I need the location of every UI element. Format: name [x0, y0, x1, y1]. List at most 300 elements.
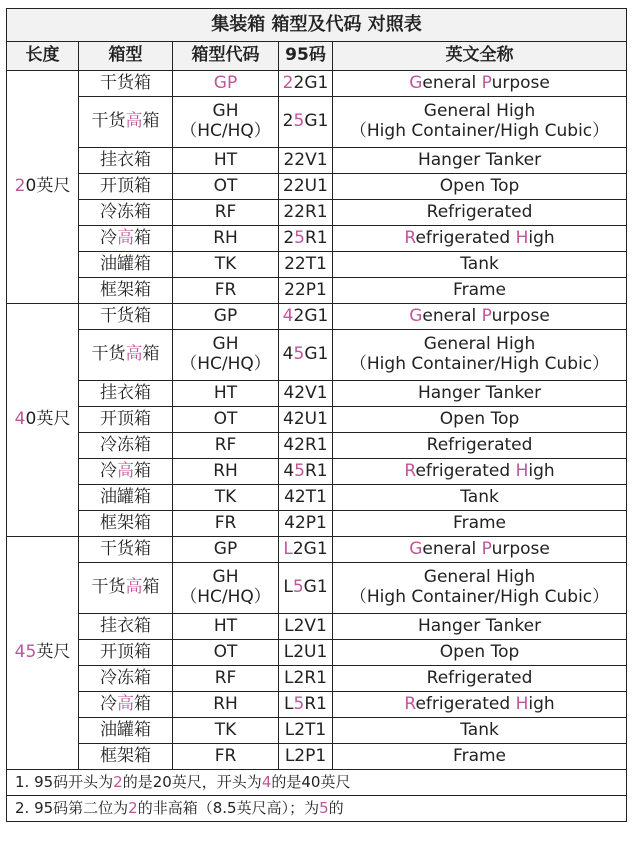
code95-cell	[279, 459, 333, 485]
code95-cell	[279, 407, 333, 433]
table-row	[7, 433, 627, 459]
type-code-alt-text: （HC/HQ）	[180, 121, 271, 141]
code95-cell	[279, 718, 333, 744]
code95-text: 5	[293, 693, 305, 714]
english-name-text: P	[481, 72, 492, 93]
code95-cell	[279, 744, 333, 770]
code95-text: 2	[282, 72, 294, 93]
code95-text: 22U1	[283, 175, 328, 196]
box-type-text: 高	[117, 460, 134, 481]
header-length: 长度	[7, 42, 79, 71]
code95-text: G1	[304, 111, 329, 132]
code95-text: 4	[283, 460, 295, 481]
box-type-text: 高	[125, 111, 143, 132]
box-type-text: 高	[125, 344, 143, 365]
type-code-text: GH	[212, 101, 239, 122]
table-row	[7, 614, 627, 640]
note-text: 1. 95码开头为	[15, 772, 114, 791]
table-row	[7, 718, 627, 744]
english-name-cell	[333, 744, 627, 770]
type-code-text: FR	[214, 512, 237, 533]
code95-cell	[279, 433, 333, 459]
code95-cell	[279, 666, 333, 692]
english-name-text: Refrigerated	[426, 201, 533, 222]
code95-text: 42U1	[283, 408, 328, 429]
table-row	[7, 744, 627, 770]
english-name-text: Hanger Tanker	[417, 382, 542, 403]
type-code-cell	[173, 304, 279, 330]
type-code-text: RF	[214, 434, 237, 455]
type-code-cell	[173, 381, 279, 407]
type-code-text: RH	[213, 460, 238, 481]
box-type-text: 干货箱	[100, 305, 151, 326]
box-type-text: 油罐箱	[100, 719, 151, 740]
english-name-cell	[333, 407, 627, 433]
note-text: 的	[328, 798, 344, 817]
type-code-text: FR	[214, 745, 237, 766]
code95-text: 5	[293, 111, 305, 132]
box-type-cell	[79, 252, 173, 278]
box-type-text: 框架箱	[100, 279, 151, 300]
note-cell	[7, 770, 627, 796]
type-code-cell	[173, 744, 279, 770]
length-text: 英尺	[36, 642, 71, 663]
type-code-text: OT	[213, 175, 238, 196]
english-name-text: Frame	[453, 745, 507, 766]
english-name-text: H	[515, 693, 529, 714]
english-name-cell	[333, 226, 627, 252]
box-type-cell	[79, 407, 173, 433]
box-type-cell	[79, 97, 173, 148]
code95-text: 2G1	[293, 72, 329, 93]
type-code-cell	[173, 640, 279, 666]
type-code-cell	[173, 563, 279, 614]
english-name-text: igh	[528, 693, 555, 714]
table-row	[7, 640, 627, 666]
length-highlight: 4	[14, 409, 26, 430]
english-name-text: efrigerated	[415, 460, 516, 481]
box-type-text: 箱	[142, 111, 160, 132]
table-row	[7, 148, 627, 174]
length-cell	[7, 537, 79, 770]
code95-text: 4	[282, 344, 294, 365]
code95-cell	[279, 226, 333, 252]
english-name-text: efrigerated	[415, 693, 516, 714]
english-name-text: Hanger Tanker	[417, 149, 542, 170]
code95-cell	[279, 485, 333, 511]
type-code-cell	[173, 252, 279, 278]
type-code-cell	[173, 330, 279, 381]
type-code-text: GH	[212, 567, 239, 588]
code95-cell	[279, 278, 333, 304]
box-type-text: 箱	[134, 227, 151, 248]
english-name-cell	[333, 640, 627, 666]
type-code-cell	[173, 97, 279, 148]
box-type-cell	[79, 485, 173, 511]
type-code-text: OT	[213, 408, 238, 429]
type-code-text: OT	[213, 641, 238, 662]
code95-text: 42P1	[284, 512, 327, 533]
type-code-text: GP	[213, 538, 238, 559]
box-type-cell	[79, 226, 173, 252]
title-row	[7, 9, 627, 42]
english-name-cell	[333, 692, 627, 718]
type-code-text: FR	[214, 279, 237, 300]
table-row	[7, 407, 627, 433]
code95-cell	[279, 200, 333, 226]
note-text: 4	[261, 772, 272, 791]
length-highlight: 2	[14, 176, 26, 197]
type-code-cell	[173, 692, 279, 718]
english-name-alt-text: （High Container/High Cubic）	[349, 354, 610, 374]
english-name-text: General High	[423, 101, 536, 122]
english-name-text: Tank	[460, 486, 499, 507]
english-name-cell	[333, 330, 627, 381]
code95-text: 42R1	[283, 434, 328, 455]
box-type-text: 冷	[100, 227, 117, 248]
english-name-text: R	[404, 460, 416, 481]
code95-text: L2V1	[284, 615, 327, 636]
english-name-cell	[333, 71, 627, 97]
english-name-text: Hanger Tanker	[417, 615, 542, 636]
box-type-cell	[79, 278, 173, 304]
type-code-text: RH	[213, 227, 238, 248]
english-name-cell	[333, 278, 627, 304]
box-type-cell	[79, 666, 173, 692]
english-name-cell	[333, 148, 627, 174]
code95-text: 5	[293, 344, 305, 365]
code95-text: L	[283, 577, 293, 598]
table-row	[7, 252, 627, 278]
note-text: 的是20英尺，开头为	[122, 772, 262, 791]
box-type-cell	[79, 640, 173, 666]
box-type-text: 挂衣箱	[100, 149, 151, 170]
table-row	[7, 381, 627, 407]
code95-text: 2	[283, 227, 295, 248]
english-name-text: urpose	[491, 538, 550, 559]
table-row	[7, 226, 627, 252]
table-row	[7, 278, 627, 304]
english-name-cell	[333, 381, 627, 407]
box-type-cell	[79, 692, 173, 718]
type-code-text: HT	[213, 615, 238, 636]
type-code-text: RF	[214, 667, 237, 688]
code95-text: 2	[282, 111, 294, 132]
code95-cell	[279, 71, 333, 97]
type-code-text: GP	[213, 305, 238, 326]
box-type-text: 框架箱	[100, 512, 151, 533]
table-row	[7, 563, 627, 614]
box-type-cell	[79, 744, 173, 770]
english-name-alt-text: （High Container/High Cubic）	[349, 121, 610, 141]
header-95-code: 95码	[279, 42, 333, 71]
container-code-table	[6, 8, 627, 822]
type-code-text: HT	[213, 149, 238, 170]
type-code-cell	[173, 148, 279, 174]
box-type-text: 干货	[91, 344, 126, 365]
code95-text: 5	[294, 227, 305, 248]
english-name-text: eneral	[422, 538, 482, 559]
english-name-text: eneral	[422, 72, 482, 93]
type-code-cell	[173, 485, 279, 511]
code95-text: L	[283, 538, 293, 559]
code95-text: L	[284, 693, 294, 714]
box-type-cell	[79, 304, 173, 330]
code95-text: R1	[305, 227, 328, 248]
box-type-cell	[79, 174, 173, 200]
type-code-alt-text: （HC/HQ）	[180, 354, 271, 374]
english-name-text: Refrigerated	[426, 667, 533, 688]
header-type-code: 箱型代码	[173, 42, 279, 71]
table-row	[7, 174, 627, 200]
english-name-text: R	[404, 227, 416, 248]
type-code-text: GH	[212, 334, 239, 355]
english-name-text: Frame	[453, 512, 507, 533]
type-code-cell	[173, 433, 279, 459]
type-code-cell	[173, 200, 279, 226]
code95-cell	[279, 563, 333, 614]
table-row	[7, 71, 627, 97]
box-type-text: 高	[125, 577, 143, 598]
box-type-cell	[79, 459, 173, 485]
type-code-cell	[173, 511, 279, 537]
type-code-text: TK	[214, 486, 237, 507]
code95-text: 4	[282, 305, 294, 326]
english-name-text: G	[409, 538, 423, 559]
box-type-text: 挂衣箱	[100, 382, 151, 403]
note-row	[7, 770, 627, 796]
type-code-cell	[173, 174, 279, 200]
length-cell	[7, 304, 79, 537]
box-type-text: 箱	[134, 693, 151, 714]
box-type-cell	[79, 148, 173, 174]
code95-text: L2R1	[284, 667, 327, 688]
english-name-text: G	[409, 305, 423, 326]
note-text: 5	[319, 798, 329, 817]
code95-text: 22T1	[284, 253, 327, 274]
box-type-text: 挂衣箱	[100, 615, 151, 636]
english-name-text: Open Top	[439, 175, 520, 196]
code95-cell	[279, 252, 333, 278]
english-name-cell	[333, 485, 627, 511]
type-code-alt-text: （HC/HQ）	[180, 587, 271, 607]
type-code-cell	[173, 71, 279, 97]
english-name-cell	[333, 304, 627, 330]
english-name-text: igh	[528, 460, 555, 481]
box-type-text: 冷	[100, 693, 117, 714]
code95-cell	[279, 304, 333, 330]
english-name-text: H	[515, 460, 529, 481]
english-name-text: P	[481, 538, 492, 559]
box-type-text: 干货	[91, 111, 126, 132]
code95-text: 42V1	[283, 382, 328, 403]
code95-text: 22V1	[283, 149, 328, 170]
code95-text: R1	[304, 693, 327, 714]
box-type-cell	[79, 537, 173, 563]
type-code-text: RF	[214, 201, 237, 222]
code95-cell	[279, 381, 333, 407]
english-name-cell	[333, 252, 627, 278]
english-name-cell	[333, 200, 627, 226]
type-code-text: TK	[214, 253, 237, 274]
box-type-text: 箱	[142, 344, 160, 365]
table-row	[7, 537, 627, 563]
header-english-name: 英文全称	[333, 42, 627, 71]
english-name-alt-text: （High Container/High Cubic）	[349, 587, 610, 607]
box-type-text: 干货箱	[100, 538, 151, 559]
type-code-cell	[173, 718, 279, 744]
table-row	[7, 692, 627, 718]
note-text: 的非高箱（8.5英尺高）；为	[137, 798, 320, 817]
english-name-text: Tank	[460, 719, 499, 740]
english-name-text: H	[515, 227, 529, 248]
table-row	[7, 304, 627, 330]
note-text: 2	[128, 798, 138, 817]
english-name-text: Frame	[453, 279, 507, 300]
code95-text: 42T1	[284, 486, 327, 507]
code95-cell	[279, 614, 333, 640]
note-text: 的是40英尺	[271, 772, 351, 791]
code95-text: 5	[292, 577, 304, 598]
table-row	[7, 511, 627, 537]
type-code-cell	[173, 459, 279, 485]
type-code-cell	[173, 407, 279, 433]
box-type-cell	[79, 511, 173, 537]
code95-text: L2P1	[284, 745, 327, 766]
code95-text: L2T1	[284, 719, 327, 740]
type-code-cell	[173, 614, 279, 640]
box-type-cell	[79, 614, 173, 640]
header-row	[7, 42, 627, 71]
english-name-text: Refrigerated	[426, 434, 533, 455]
note-row	[7, 796, 627, 822]
english-name-cell	[333, 511, 627, 537]
english-name-cell	[333, 563, 627, 614]
box-type-cell	[79, 71, 173, 97]
table-title: 集装箱 箱型及代码 对照表	[7, 9, 627, 42]
type-code-text: TK	[214, 719, 237, 740]
english-name-cell	[333, 718, 627, 744]
type-code-cell	[173, 278, 279, 304]
table-row	[7, 666, 627, 692]
english-name-cell	[333, 614, 627, 640]
box-type-text: 油罐箱	[100, 253, 151, 274]
code95-cell	[279, 97, 333, 148]
code95-text: 5	[294, 460, 305, 481]
type-code-cell	[173, 537, 279, 563]
note-text: 2	[113, 772, 123, 791]
container-code-table-wrapper	[6, 8, 626, 822]
english-name-text: General High	[423, 334, 536, 355]
note-cell	[7, 796, 627, 822]
english-name-cell	[333, 459, 627, 485]
english-name-text: eneral	[422, 305, 482, 326]
box-type-text: 高	[117, 227, 134, 248]
type-code-cell	[173, 666, 279, 692]
english-name-text: Open Top	[439, 408, 520, 429]
english-name-cell	[333, 666, 627, 692]
code95-cell	[279, 640, 333, 666]
english-name-text: Open Top	[439, 641, 520, 662]
type-code-text: RH	[213, 693, 238, 714]
english-name-text: G	[409, 72, 423, 93]
english-name-text: urpose	[491, 305, 550, 326]
english-name-cell	[333, 433, 627, 459]
box-type-text: 框架箱	[100, 745, 151, 766]
english-name-text: efrigerated	[415, 227, 516, 248]
box-type-text: 箱	[142, 577, 160, 598]
code95-cell	[279, 330, 333, 381]
box-type-text: 冷	[100, 460, 117, 481]
header-box-type: 箱型	[79, 42, 173, 71]
length-text: 0英尺	[25, 409, 71, 430]
box-type-text: 开顶箱	[100, 641, 151, 662]
code95-text: G1	[304, 344, 329, 365]
length-cell	[7, 71, 79, 304]
box-type-text: 冷冻箱	[100, 201, 151, 222]
box-type-cell	[79, 381, 173, 407]
box-type-cell	[79, 718, 173, 744]
english-name-cell	[333, 97, 627, 148]
table-body	[7, 9, 627, 822]
english-name-text: urpose	[491, 72, 550, 93]
code95-cell	[279, 148, 333, 174]
box-type-cell	[79, 200, 173, 226]
code95-text: L2U1	[283, 641, 328, 662]
box-type-text: 油罐箱	[100, 486, 151, 507]
english-name-text: R	[404, 693, 416, 714]
box-type-text: 开顶箱	[100, 175, 151, 196]
english-name-text: Tank	[460, 253, 499, 274]
type-code-text: GP	[213, 72, 238, 93]
english-name-text: P	[481, 305, 492, 326]
code95-text: R1	[305, 460, 328, 481]
table-row	[7, 459, 627, 485]
box-type-text: 箱	[134, 460, 151, 481]
box-type-text: 干货	[91, 577, 126, 598]
box-type-text: 干货箱	[100, 72, 151, 93]
english-name-cell	[333, 174, 627, 200]
table-row	[7, 97, 627, 148]
box-type-cell	[79, 433, 173, 459]
code95-cell	[279, 174, 333, 200]
code95-text: 22P1	[284, 279, 327, 300]
english-name-text: General High	[423, 567, 536, 588]
box-type-text: 开顶箱	[100, 408, 151, 429]
english-name-text: igh	[528, 227, 555, 248]
table-row	[7, 200, 627, 226]
box-type-text: 冷冻箱	[100, 434, 151, 455]
code95-text: 22R1	[283, 201, 328, 222]
length-text: 0英尺	[25, 176, 71, 197]
code95-cell	[279, 511, 333, 537]
table-row	[7, 330, 627, 381]
box-type-cell	[79, 330, 173, 381]
table-row	[7, 485, 627, 511]
code95-text: G1	[303, 577, 328, 598]
type-code-text: HT	[213, 382, 238, 403]
english-name-cell	[333, 537, 627, 563]
code95-cell	[279, 537, 333, 563]
box-type-text: 高	[117, 693, 134, 714]
box-type-text: 冷冻箱	[100, 667, 151, 688]
box-type-cell	[79, 563, 173, 614]
code95-text: 2G1	[293, 305, 329, 326]
length-highlight: 45	[14, 642, 37, 663]
code95-text: 2G1	[292, 538, 328, 559]
code95-cell	[279, 692, 333, 718]
note-text: 2. 95码第二位为	[15, 798, 129, 817]
